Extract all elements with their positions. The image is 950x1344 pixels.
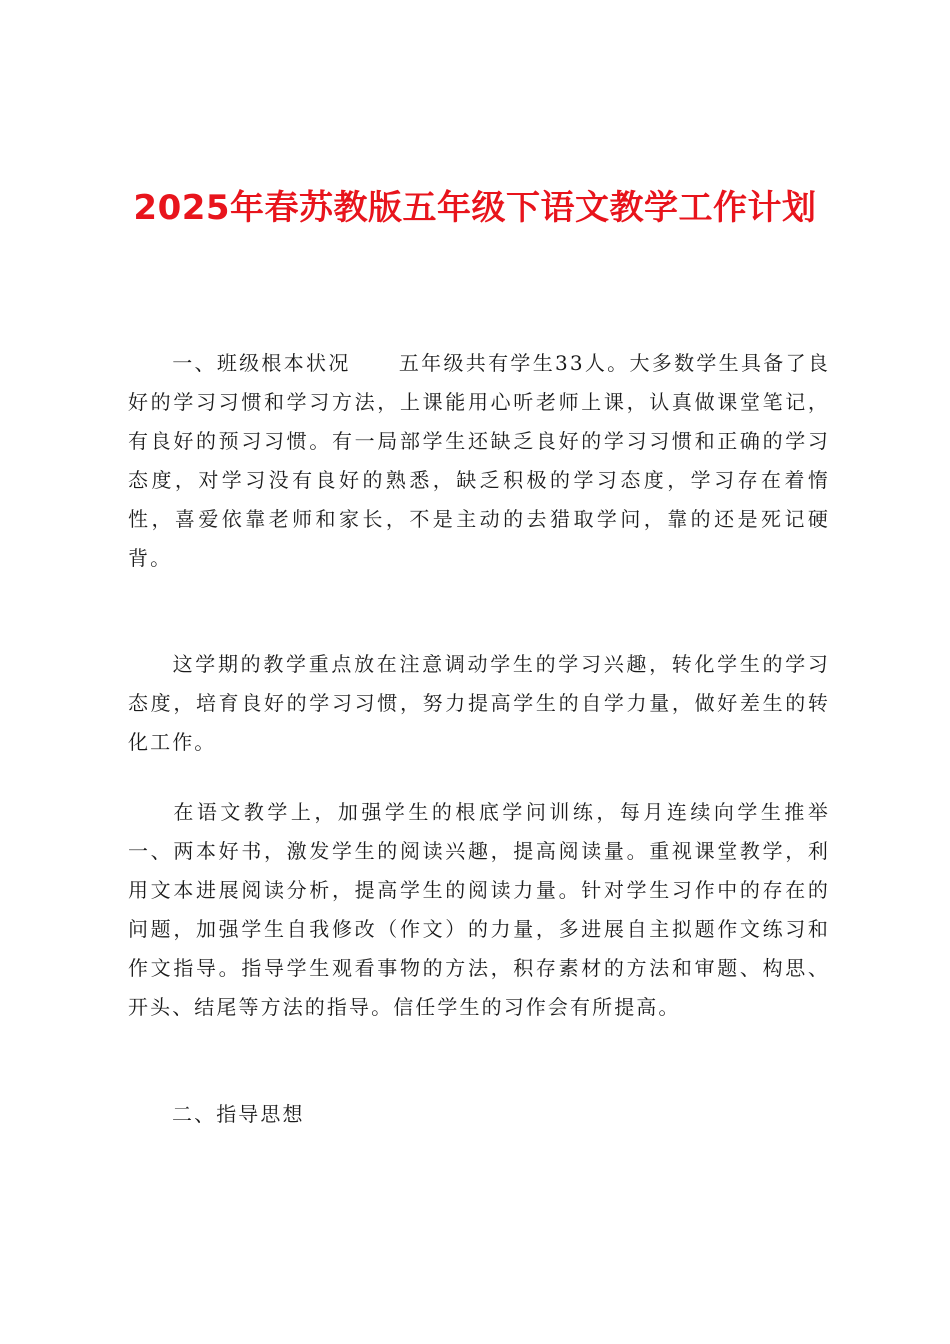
section1-paragraph — [128, 344, 830, 578]
paragraph-3-text: 在语文教学上，加强学生的根底学问训练，每月连续向学生推举一、两本好书，激发学生的阅读兴趣，提高阅读量。重视课堂教学，利用文本进展阅读分析，提高学生的阅读力量。针对学生习作中的存在的问题，加强学生自我修改（作文）的力量，多进展自主拟题作文练习和作文指导。指导学生观看事物的方法，积存素材的方法和审题、构思、开头、结尾等方法的指导。信任学生的习作会有所提高。 — [128, 800, 830, 1019]
document-title: 2025年春苏教版五年级下语文教学工作计划 — [133, 188, 817, 228]
section1-body: 五年级共有学生33人。大多数学生具备了良好的学习习惯和学习方法，上课能用心听老师上课，认真做课堂笔记，有良好的预习习惯。有一局部学生还缺乏良好的学习习惯和正确的学习态度，对学习没有良好的熟悉，缺乏积极的学习态度，学习存在着惰性，喜爱依靠老师和家长，不是主动的去猎取学问，靠的还是死记硬背。 — [128, 351, 830, 570]
section2-heading: 二、指导思想 — [172, 1102, 305, 1126]
paragraph-3 — [128, 793, 830, 1027]
paragraph-2 — [128, 645, 830, 762]
section2-paragraph — [128, 1095, 830, 1134]
section1-heading: 一、班级根本状况 — [172, 351, 351, 375]
paragraph-2-text: 这学期的教学重点放在注意调动学生的学习兴趣，转化学生的学习态度，培育良好的学习习惯，努力提高学生的自学力量，做好差生的转化工作。 — [128, 652, 830, 754]
